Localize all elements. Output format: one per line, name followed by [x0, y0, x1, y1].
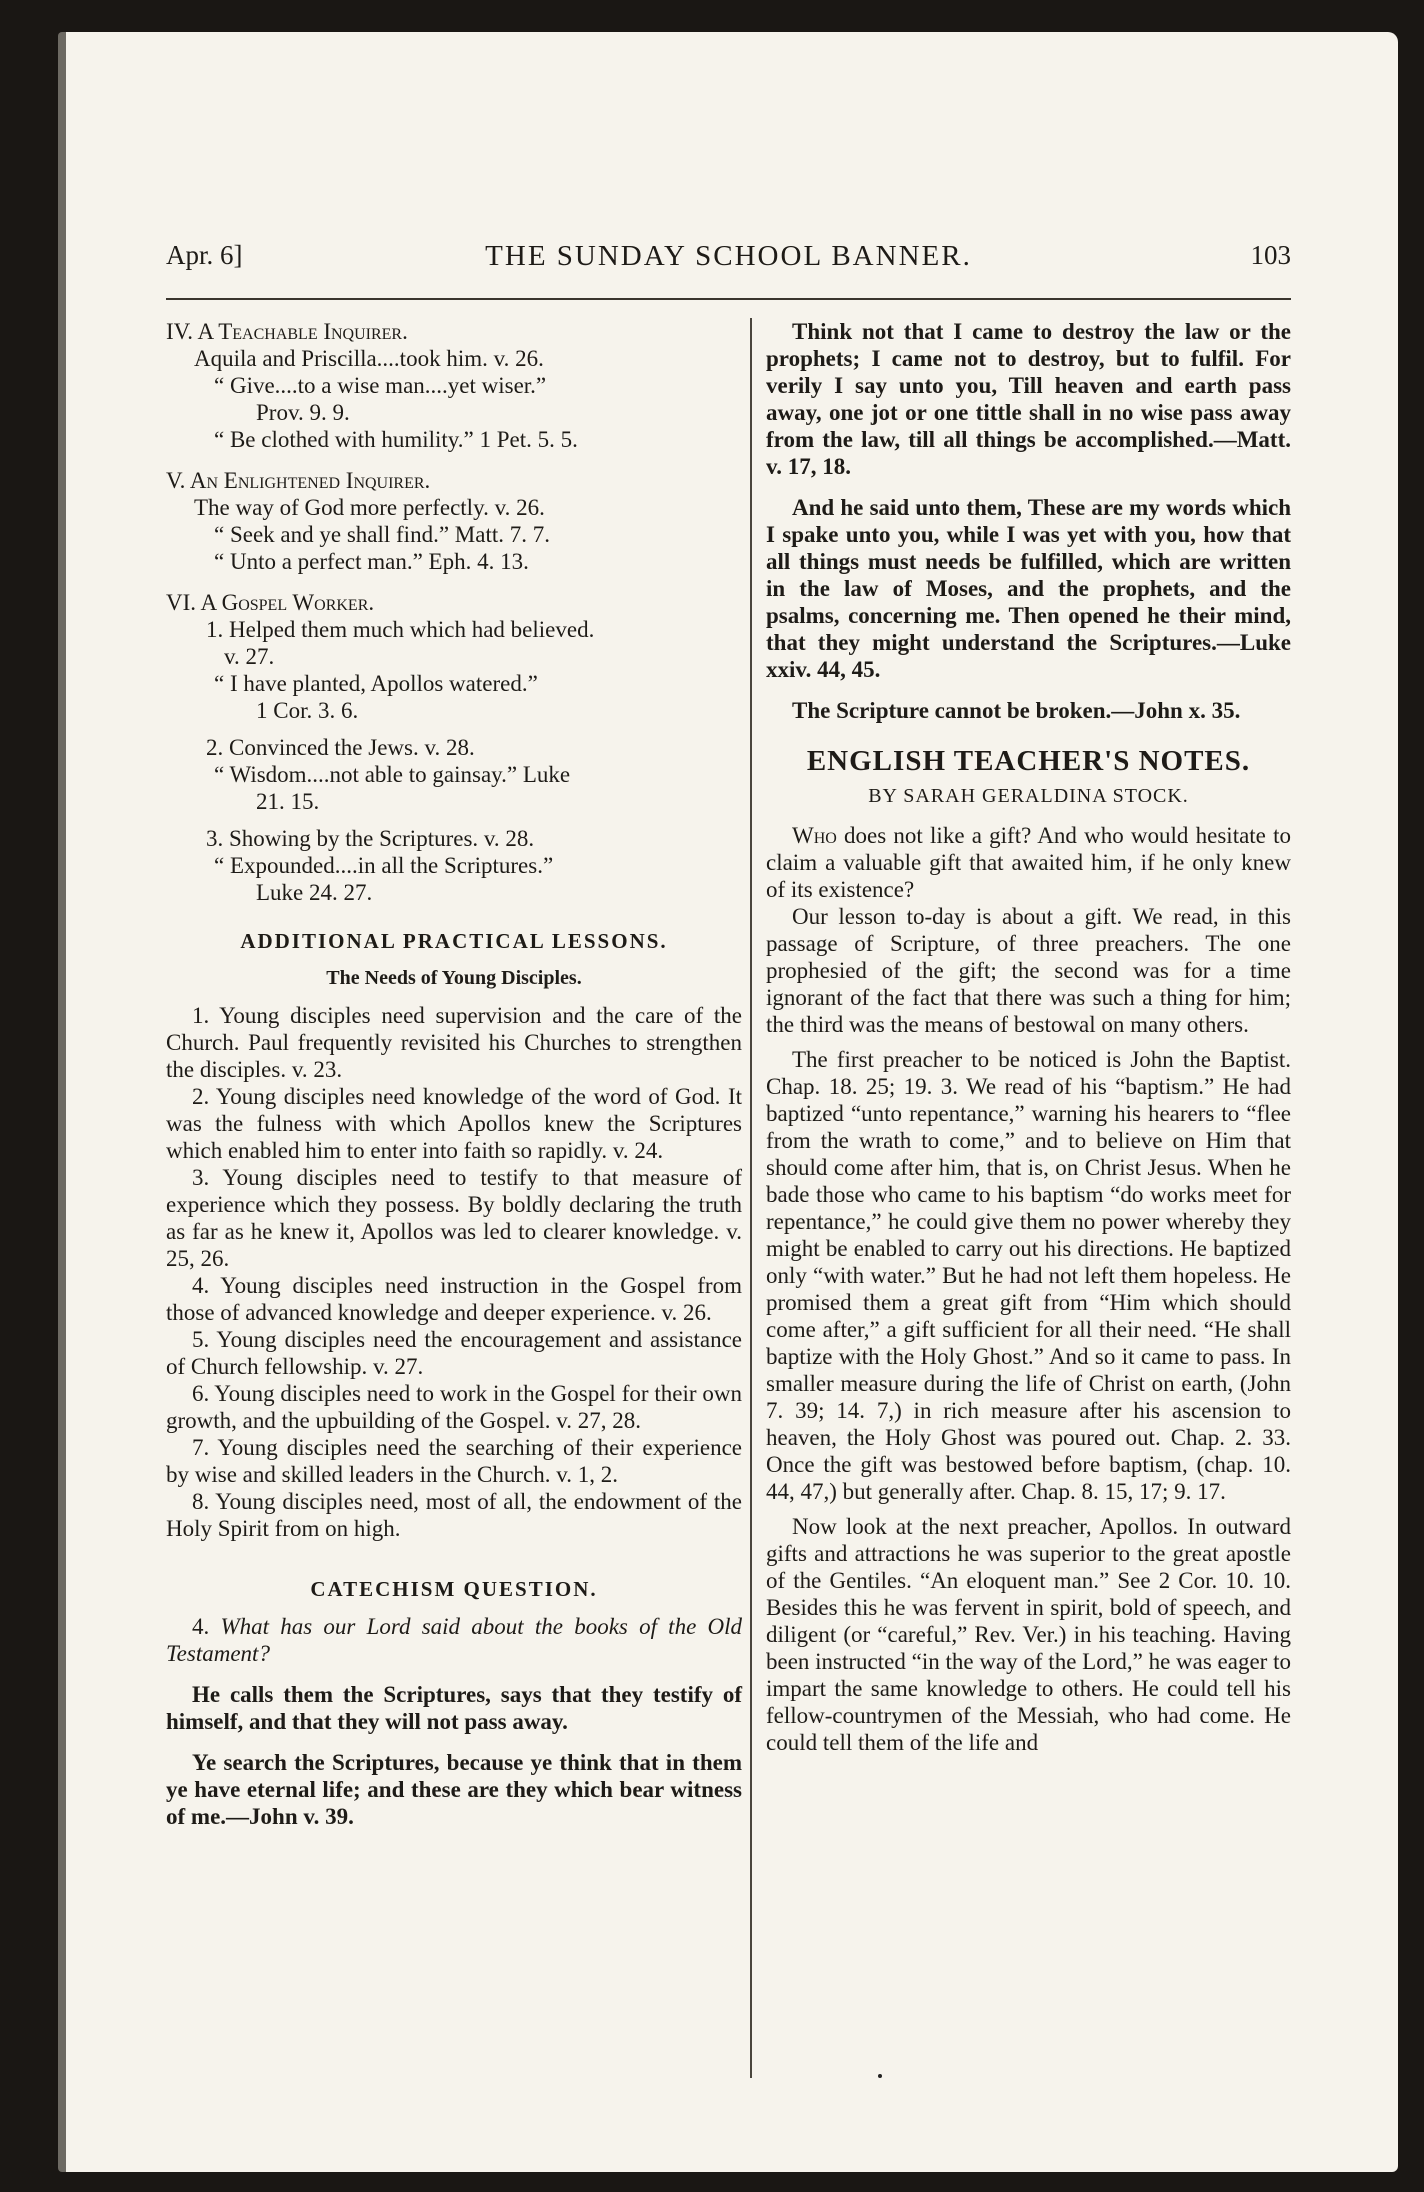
header-date: Apr. 6]: [166, 240, 243, 270]
running-header: [166, 240, 1291, 280]
practical-lesson: 8. Young disciples need, most of all, the endowment of the Holy Spirit from on high.: [166, 1489, 742, 1541]
outline-heading: V. An Enlightened Inquirer.: [166, 468, 431, 493]
outline-line: “ Unto a perfect man.” Eph. 4. 13.: [214, 549, 529, 574]
header-title: THE SUNDAY SCHOOL BANNER.: [485, 240, 972, 272]
teachers-notes-byline: BY SARAH GERALDINA STOCK.: [868, 785, 1189, 807]
outline-line: 3. Showing by the Scriptures. v. 28.: [206, 826, 535, 851]
teachers-notes-heading: ENGLISH TEACHER'S NOTES.: [806, 745, 1251, 777]
outline-heading: IV. A Teachable Inquirer.: [166, 319, 408, 344]
right-column: [766, 318, 1291, 1756]
outline-line: 1 Cor. 3. 6.: [256, 698, 359, 723]
practical-lesson: 7. Young disciples need the searching of their experience by wise and skilled leaders in the Church. v. 1, 2.: [166, 1435, 742, 1487]
notes-paragraph: The first preacher to be noticed is John the Baptist. Chap. 18. 25; 19. 3. We read of his “baptism.” He had baptized “unto repentance,” warning his hearers to “flee from the wrath to come,” and to believe on Him that should come after him, that is, on Christ Jesus. When he bade those who came to his baptism “do works meet for repentance,” he could give them no power whereby they might be enabled to carry out his directions. He baptized only “with water.” But he had not left them hopeless. He promised them a great gift from “Him which should come after,” a gift sufficient for all their need. “He shall baptize with the Holy Ghost.” And so it came to pass. In smaller measure during the life of Christ on earth, (John 7. 39; 14. 7,) in rich measure after his ascension to heaven, the Holy Ghost was poured out. Chap. 2. 33. Once the gift was bestowed before baptism, (chap. 10. 44, 47,) but generally after. Chap. 8. 15, 17; 9. 17.: [766, 1047, 1291, 1504]
scripture-quote: And he said unto them, These are my words which I spake unto you, while I was yet with you, how that all things must needs be fulfilled, which are written in the law of Moses, and the prophets, and the psalms, concerning me. Then opened he their mind, that they might understand the Scriptures.—Luke xxiv. 44, 45.: [766, 495, 1291, 682]
notes-paragraph: Who does not like a gift? And who would hesitate to claim a valuable gift that awaited him, if he only knew of its existence?: [766, 823, 1291, 902]
outline-line: 21. 15.: [256, 789, 320, 814]
practical-lessons-subheading: The Needs of Young Disciples.: [326, 967, 582, 989]
scripture-quotes: [766, 318, 1291, 724]
outline-line: Luke 24. 27.: [256, 880, 373, 905]
column-divider: [750, 318, 752, 2078]
catechism-quote: Ye search the Scriptures, because ye think that in them ye have eternal life; and these are they which bear witness of me.—John v. 39.: [166, 1750, 742, 1829]
page-speck: [878, 2074, 882, 2078]
notes-paragraph: Now look at the next preacher, Apollos. In outward gifts and attractions he was superior to the great apostle of the Gentiles. “An eloquent man.” See 2 Cor. 10. 10. Besides this he was fervent in spirit, bold of speech, and diligent (or “careful,” Rev. Ver.) in his teaching. Having been instructed “in the way of the Lord,” he was eager to impart the same knowledge to others. He could tell his fellow-countrymen of the Messiah, who had come. He could tell them of the life and: [766, 1514, 1291, 1755]
book-page: [58, 32, 1398, 2172]
catechism-number: 4.: [192, 1614, 210, 1639]
scripture-quote: The Scripture cannot be broken.—John x. 35.: [792, 698, 1241, 723]
page-number: 103: [1250, 240, 1291, 270]
outline-heading: VI. A Gospel Worker.: [166, 590, 375, 615]
catechism-question-text: What has our Lord said about the books of the Old Testament?: [166, 1614, 743, 1666]
outline-line: Prov. 9. 9.: [256, 400, 350, 425]
header-rule: [166, 298, 1291, 300]
practical-lessons-heading: ADDITIONAL PRACTICAL LESSONS.: [240, 929, 668, 953]
outline-line: “ Seek and ye shall find.” Matt. 7. 7.: [214, 522, 550, 547]
practical-lesson: 1. Young disciples need supervision and the care of the Church. Paul frequently revisited his Churches to strengthen the disciples. v. 23.: [166, 1003, 742, 1082]
catechism-question: [166, 1613, 742, 1667]
outline-line: “ Be clothed with humility.” 1 Pet. 5. 5.: [214, 427, 578, 452]
scripture-quote: Think not that I came to destroy the law or the prophets; I came not to destroy, but to fulfil. For verily I say unto you, Till heaven and earth pass away, one jot or one tittle shall in no wise pass away from the law, till all things be accomplished.—Matt. v. 17, 18.: [766, 319, 1291, 479]
notes-first-word: Who: [792, 823, 837, 848]
practical-lesson: 6. Young disciples need to work in the Gospel for their own growth, and the upbuilding of the Gospel. v. 27, 28.: [166, 1381, 742, 1433]
outline-line: 1. Helped them much which had believed.: [206, 617, 595, 642]
outline-line: “ Expounded....in all the Scriptures.”: [214, 853, 554, 878]
practical-lessons-list: [166, 1002, 742, 1542]
outline-line: Aquila and Priscilla....took him. v. 26.: [194, 346, 544, 371]
outline-line: The way of God more perfectly. v. 26.: [194, 495, 545, 520]
left-column: [166, 318, 742, 1830]
outline-line: 2. Convinced the Jews. v. 28.: [206, 735, 475, 760]
practical-lesson: 5. Young disciples need the encouragement and assistance of Church fellowship. v. 27.: [166, 1327, 742, 1379]
outline-line: “ I have planted, Apollos watered.”: [214, 671, 538, 696]
outline-line: “ Give....to a wise man....yet wiser.”: [214, 373, 547, 398]
catechism-answer: He calls them the Scriptures, says that they testify of himself, and that they will not pass away.: [166, 1682, 742, 1734]
notes-paragraph: Our lesson to-day is about a gift. We read, in this passage of Scripture, of three preachers. The one prophesied of the gift; the second was for a time ignorant of the fact that there was such a thing for him; the third was the means of bestowal on many others.: [766, 904, 1291, 1037]
practical-lesson: 2. Young disciples need knowledge of the word of God. It was the fulness with which Apollos knew the Scriptures which enabled him to enter into faith so rapidly. v. 24.: [166, 1084, 742, 1163]
outline-line: v. 27.: [224, 644, 275, 669]
lesson-outline: [166, 318, 742, 906]
catechism-heading: CATECHISM QUESTION.: [310, 1577, 598, 1601]
outline-line: “ Wisdom....not able to gainsay.” Luke: [214, 762, 571, 787]
practical-lesson: 3. Young disciples need to testify to that measure of experience which they possess. By boldly declaring the truth as far as he knew it, Apollos was led to clearer knowledge. v. 25, 26.: [166, 1165, 742, 1271]
practical-lesson: 4. Young disciples need instruction in the Gospel from those of advanced knowledge and deeper experience. v. 26.: [166, 1273, 742, 1325]
teachers-notes-body: [766, 822, 1291, 1756]
